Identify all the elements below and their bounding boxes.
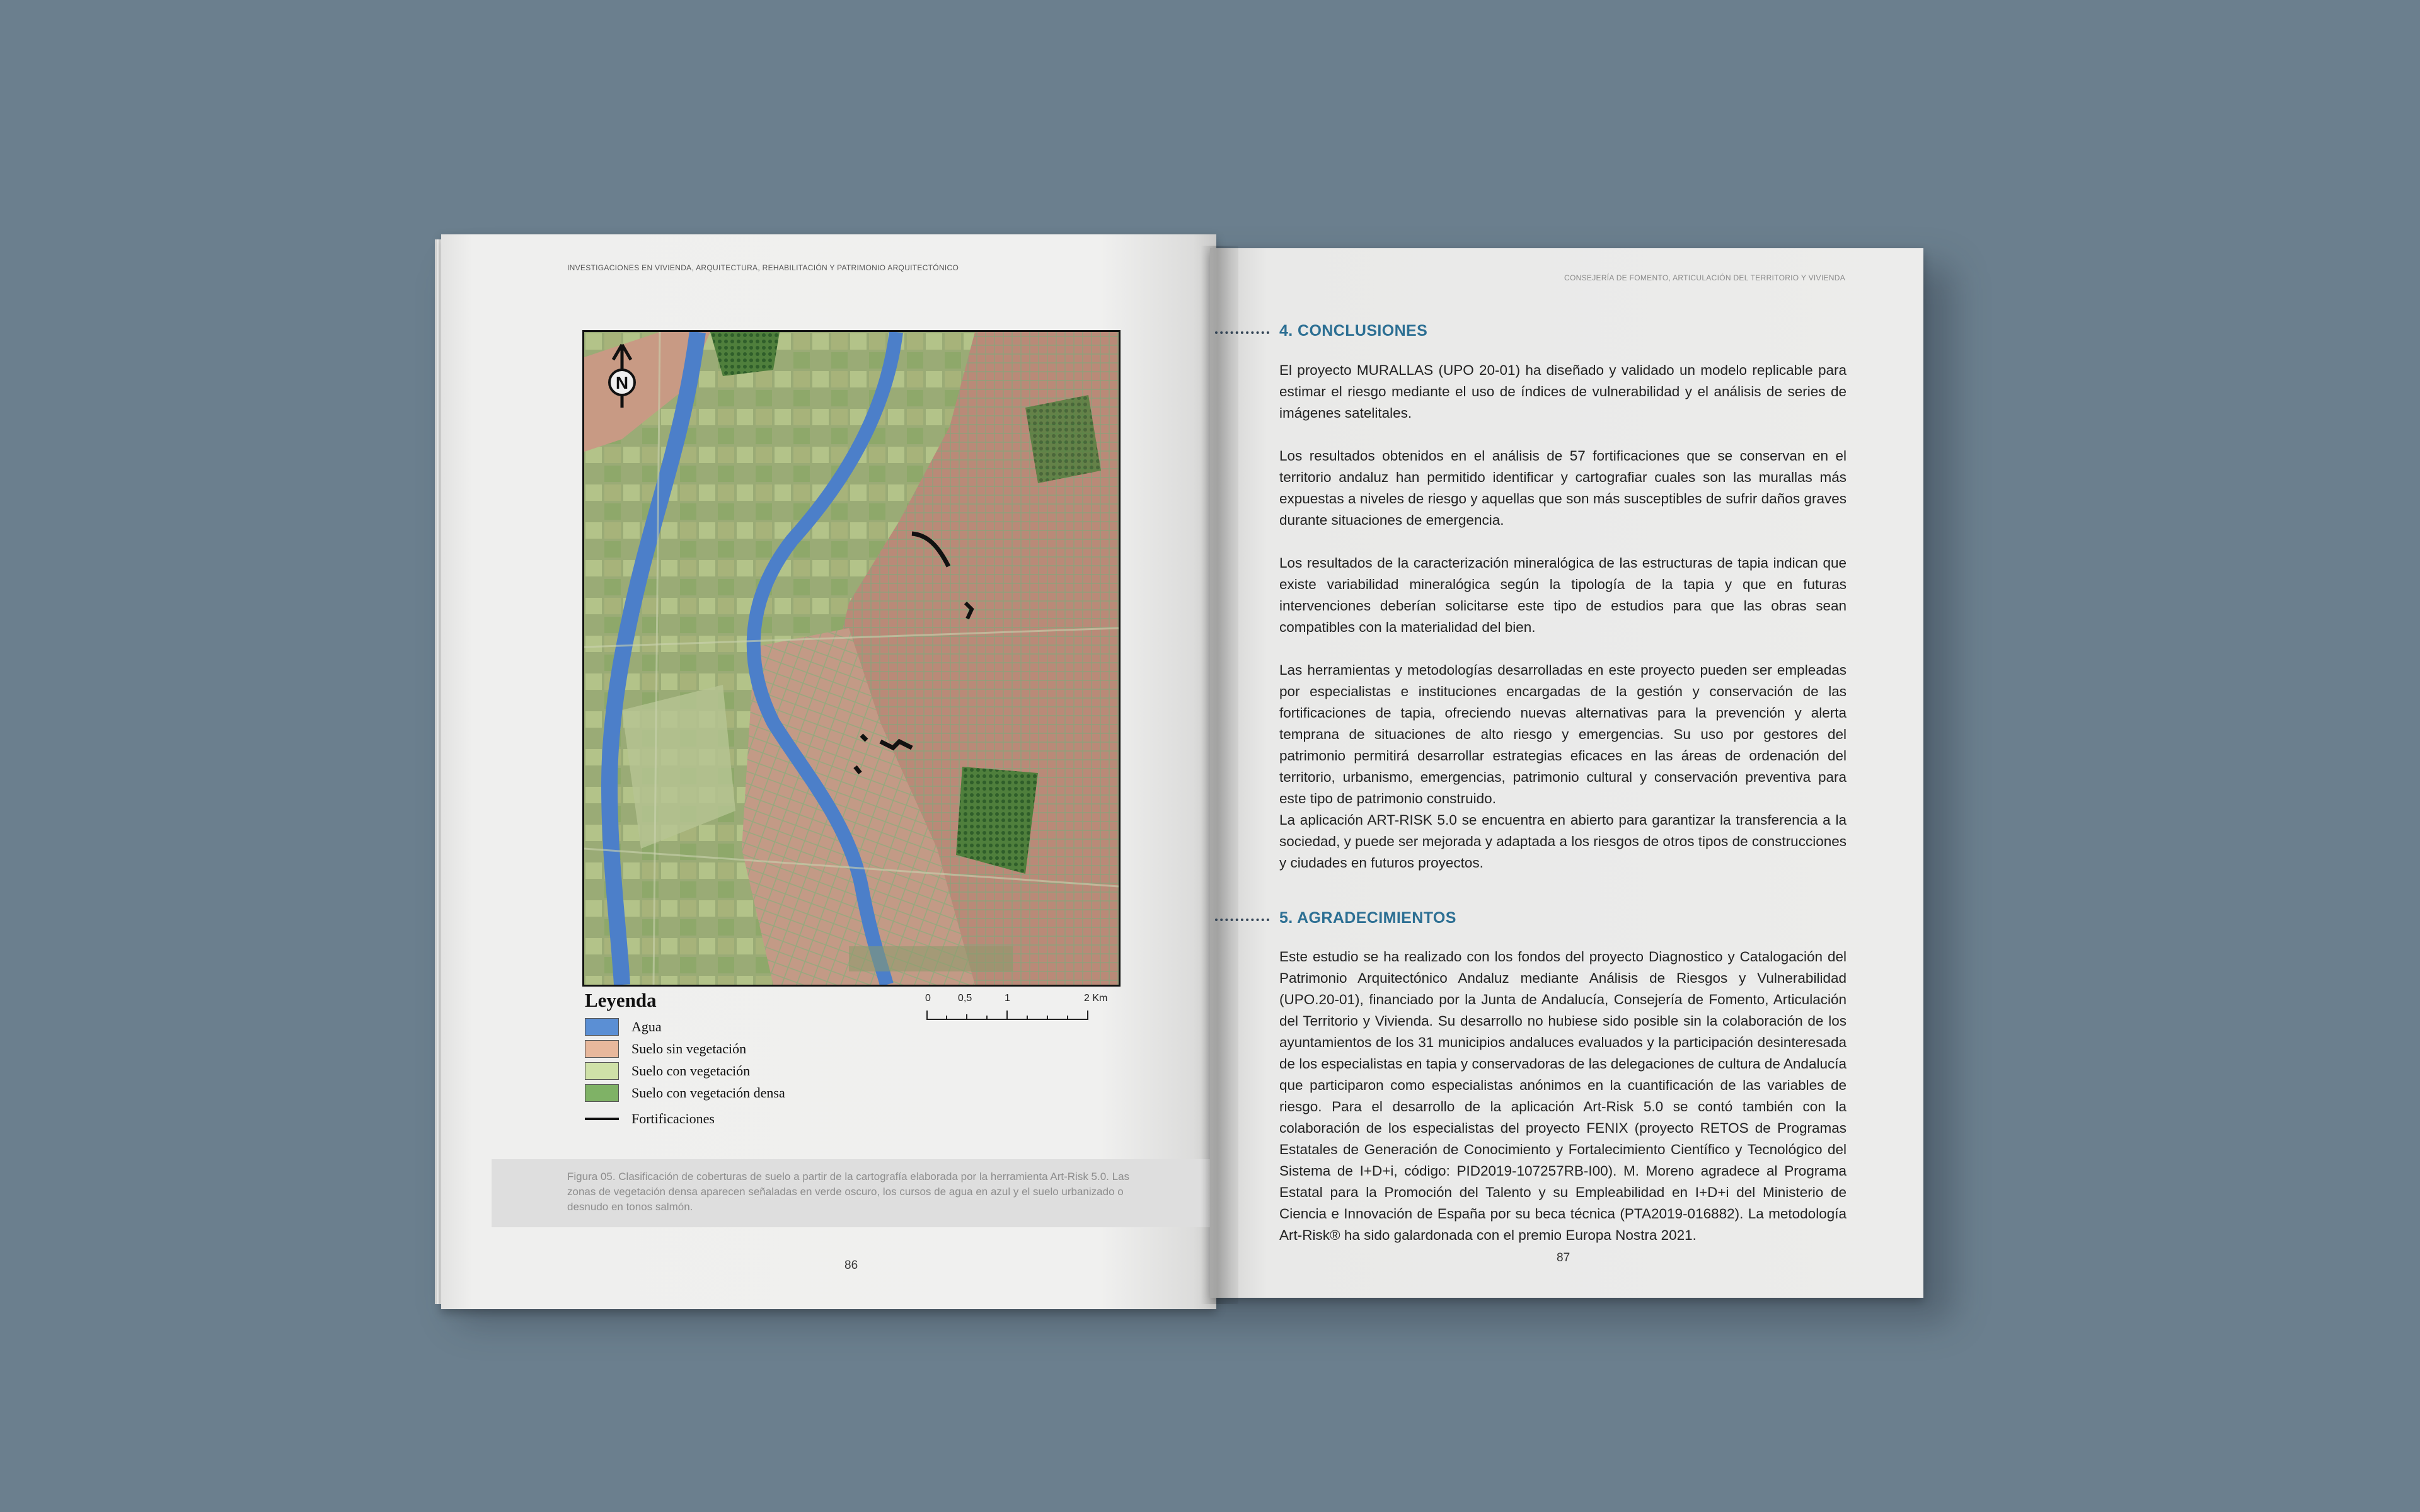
right-running-head: CONSEJERÍA DE FOMENTO, ARTICULACIÓN DEL TERRITORIO Y VIVIENDA <box>1564 273 1845 282</box>
legend-title: Leyenda <box>585 989 657 1011</box>
map-image <box>584 332 1119 985</box>
legend-swatch-water <box>585 1018 619 1036</box>
legend-item-bare-soil <box>585 1038 785 1060</box>
legend-item-fortifications <box>585 1108 785 1130</box>
page-number-right: 87 <box>1557 1251 1570 1264</box>
legend-label: Agua <box>631 1018 662 1034</box>
book-gutter <box>1201 246 1238 1304</box>
legend-label: Fortificaciones <box>631 1110 715 1126</box>
scale-label: 1 <box>1005 993 1010 1004</box>
legend-swatch-bare-soil <box>585 1040 619 1058</box>
section-divider <box>1215 331 1269 334</box>
legend-label: Suelo con vegetación <box>631 1062 751 1079</box>
paragraph: Las herramientas y metodologías desarrolladas en este proyecto pueden ser empleadas por especialistas e instituciones encargadas de la gestión y conservación de las fortificaciones de tapia, ofreciendo nuevas alternativas para la prevención y alerta temprana de situaciones de alto riesgo y emergencias. Su uso por gestores del patrimonio permitirá desarrollar estrategias eficaces en las áreas de ordenación del territorio, urbanismo, emergencias, patrimonio cultural y conservación preventiva para este tipo de patrimonio construido. <box>1279 662 1847 806</box>
scale-label: 0,5 <box>958 993 972 1004</box>
legend-label: Suelo con vegetación densa <box>631 1084 785 1101</box>
legend-line-fortifications <box>585 1118 619 1120</box>
page-number-left: 86 <box>844 1259 858 1272</box>
map-legend <box>585 989 785 1130</box>
paragraph: Este estudio se ha realizado con los fondos del proyecto Diagnostico y Catalogación del Patrimonio Arquitectónico Andaluz mediante Análisis de Riesgos y Vulnerabilidad (UPO.20-01), financiado por la Junta de Andalucía, Consejería de Fomento, Articulación del Territorio y Vivienda. Su desarrollo no hubiese sido posible sin la colaboración de los ayuntamientos de los 31 municipios andaluces evaluados y la participación desinteresada de los especialistas en tapia y conservadoras de las delegaciones de cultura de Andalucía que participaron como especialistas anónimos en la cuantificación de las variables de riesgo. Para el desarrollo de la aplicación Art-Risk 5.0 se contó también con la colaboración de los especialistas del proyecto FENIX (proyecto RETOS de Programas Estatales de Generación de Conocimiento y Fortalecimiento Científico y Tecnológico del Sistema de I+D+i, código: PID2019-107257RB-I00). M. Moreno agradece al Programa Estatal para la Promoción del Talento y su Empleabilidad en I+D+i del Ministerio de Ciencia e Innovación de España por su beca técnica (PTA2019-016882). La metodología Art-Risk® ha sido galardonada con el premio Europa Nostra 2021. <box>1279 949 1847 1243</box>
land-cover-map <box>582 330 1121 987</box>
paragraph: Los resultados de la caracterización mineralógica de las estructuras de tapia indican que existe variabilidad mineralógica según la tipología de la tapia y que en futuras intervenciones deberían solicitarse este tipo de estudios para que las obras sean compatibles con la materialidad del bien. <box>1279 555 1847 635</box>
section-title-acknowledgements: 5. AGRADECIMIENTOS <box>1279 909 1456 927</box>
paragraph: El proyecto MURALLAS (UPO 20-01) ha diseñado y validado un modelo replicable para estimar el riesgo mediante el uso de índices de vulnerabilidad y el análisis de series de imágenes satelitales. <box>1279 362 1847 421</box>
scale-ruler <box>926 1008 1090 1027</box>
scale-label: 2 Km <box>1084 993 1108 1004</box>
left-running-head: INVESTIGACIONES EN VIVIENDA, ARQUITECTURA, REHABILITACIÓN Y PATRIMONIO ARQUITECTÓNICO <box>567 263 959 272</box>
legend-label: Suelo sin vegetación <box>631 1040 747 1057</box>
scale-bar <box>925 993 1114 1024</box>
legend-item-dense-vegetation <box>585 1082 785 1104</box>
scale-label: 0 <box>925 993 931 1004</box>
legend-item-water <box>585 1016 785 1038</box>
section-title-conclusions: 4. CONCLUSIONES <box>1279 322 1428 340</box>
legend-item-vegetation <box>585 1060 785 1082</box>
legend-swatch-vegetation <box>585 1062 619 1080</box>
legend-swatch-dense-vegetation <box>585 1084 619 1102</box>
north-label: N <box>615 373 629 392</box>
paragraph: Los resultados obtenidos en el análisis de 57 fortificaciones que se conservan en el territorio andaluz han permitido identificar y cartografiar cuales son las murallas más expuestas a niveles de riesgo y aquellas que son más susceptibles de sufrir daños graves durante situaciones de emergencia. <box>1279 448 1847 528</box>
section-divider <box>1215 919 1269 921</box>
paragraph: La aplicación ART-RISK 5.0 se encuentra en abierto para garantizar la transferencia a la sociedad, y puede ser mejorada y adaptada a los riesgos de otros tipos de construcciones y ciudades en futuros proyectos. <box>1279 812 1847 871</box>
figure-caption: Figura 05. Clasificación de coberturas de suelo a partir de la cartografía elaborada por la herramienta Art-Risk 5.0. Las zonas de vegetación densa aparecen señaladas en verde oscuro, los cursos de agua en azul y el suelo urbanizado o desnudo en tonos salmón. <box>567 1171 1130 1213</box>
